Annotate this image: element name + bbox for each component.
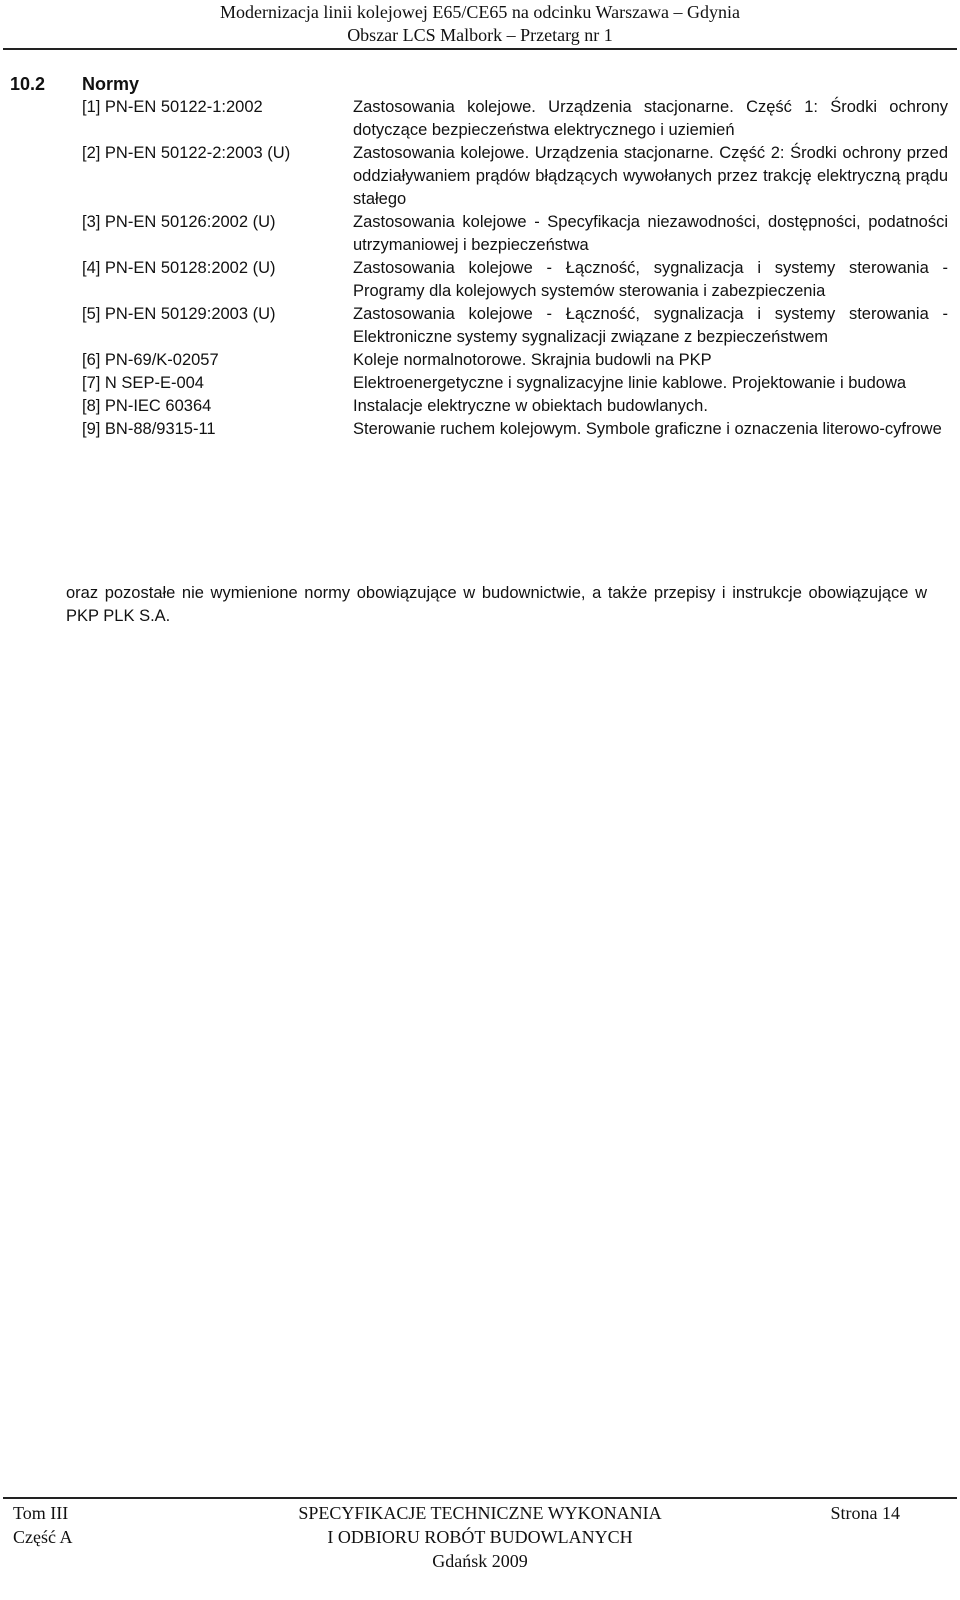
footer-center-block — [0, 1501, 960, 1573]
section-heading — [10, 72, 139, 96]
footer-spec-subtitle: I ODBIORU ROBÓT BUDOWLANYCH — [327, 1527, 633, 1547]
norm-item — [82, 303, 948, 349]
section-title: Normy — [82, 74, 140, 94]
header-tender-title: Obszar LCS Malbork – Przetarg nr 1 — [347, 25, 613, 45]
section-number: 10.2 — [10, 74, 46, 94]
norm-item — [82, 349, 948, 372]
norm-description: Sterowanie ruchem kolejowym. Symbole graficzne i oznaczenia literowo-cyfrowe — [353, 420, 942, 438]
footer-part: Część A — [13, 1527, 73, 1547]
norm-description: Zastosowania kolejowe. Urządzenia stacjonarne. Część 1: Środki ochrony dotyczące bezpieczeństwa elektrycznego i uziemień — [353, 98, 948, 139]
closing-paragraph: oraz pozostałe nie wymienione normy obowiązujące w budownictwie, a także przepisy i instrukcje obowiązujące w PKP PLK S.A. — [66, 584, 927, 625]
norm-item — [82, 211, 948, 257]
footer-place-year: Gdańsk 2009 — [432, 1551, 528, 1571]
norm-description: Zastosowania kolejowe - Specyfikacja niezawodności, dostępności, podatności utrzymaniowej i bezpieczeństwa — [353, 213, 948, 254]
norm-code: [9] BN-88/9315-11 — [82, 420, 216, 438]
norm-description: Zastosowania kolejowe - Łączność, sygnalizacja i systemy sterowania - Programy dla kolejowych systemów sterowania i zabezpieczenia — [353, 259, 948, 300]
norm-description: Zastosowania kolejowe - Łączność, sygnalizacja i systemy sterowania - Elektroniczne systemy sygnalizacji związane z bezpieczeństwem — [353, 305, 948, 346]
norm-code: [2] PN-EN 50122-2:2003 (U) — [82, 144, 291, 162]
norm-code: [4] PN-EN 50128:2002 (U) — [82, 259, 276, 277]
header-project-title: Modernizacja linii kolejowej E65/CE65 na odcinku Warszawa – Gdynia — [219, 2, 741, 22]
norm-description: Zastosowania kolejowe. Urządzenia stacjonarne. Część 2: Środki ochrony przed oddziaływaniem prądów błądzących wywołanych przez trakcję elektryczną prądu stałego — [353, 144, 948, 208]
norm-item — [82, 372, 948, 395]
footer-left-block — [13, 1501, 72, 1549]
norm-code: [7] N SEP-E-004 — [82, 374, 204, 392]
footer-divider — [3, 1497, 957, 1499]
norm-item — [82, 257, 948, 303]
norm-item — [82, 395, 948, 418]
norms-list — [82, 96, 948, 441]
norm-code: [8] PN-IEC 60364 — [82, 397, 212, 415]
norm-code: [5] PN-EN 50129:2003 (U) — [82, 305, 276, 323]
norm-item — [82, 418, 948, 441]
norm-item — [82, 142, 948, 211]
norm-description: Elektroenergetyczne i sygnalizacyjne linie kablowe. Projektowanie i budowa — [353, 374, 907, 392]
footer-page-number: Strona 14 — [830, 1503, 900, 1523]
header-divider — [3, 48, 957, 50]
norm-code: [3] PN-EN 50126:2002 (U) — [82, 213, 276, 231]
norm-item — [82, 96, 948, 142]
norm-code: [1] PN-EN 50122-1:2002 — [82, 98, 263, 116]
norm-description: Instalacje elektryczne w obiektach budowlanych. — [353, 397, 708, 415]
norm-code: [6] PN-69/K-02057 — [82, 351, 219, 369]
norm-description: Koleje normalnotorowe. Skrajnia budowli na PKP — [353, 351, 712, 369]
footer-spec-title: SPECYFIKACJE TECHNICZNE WYKONANIA — [298, 1503, 662, 1523]
footer-volume: Tom III — [13, 1503, 69, 1523]
